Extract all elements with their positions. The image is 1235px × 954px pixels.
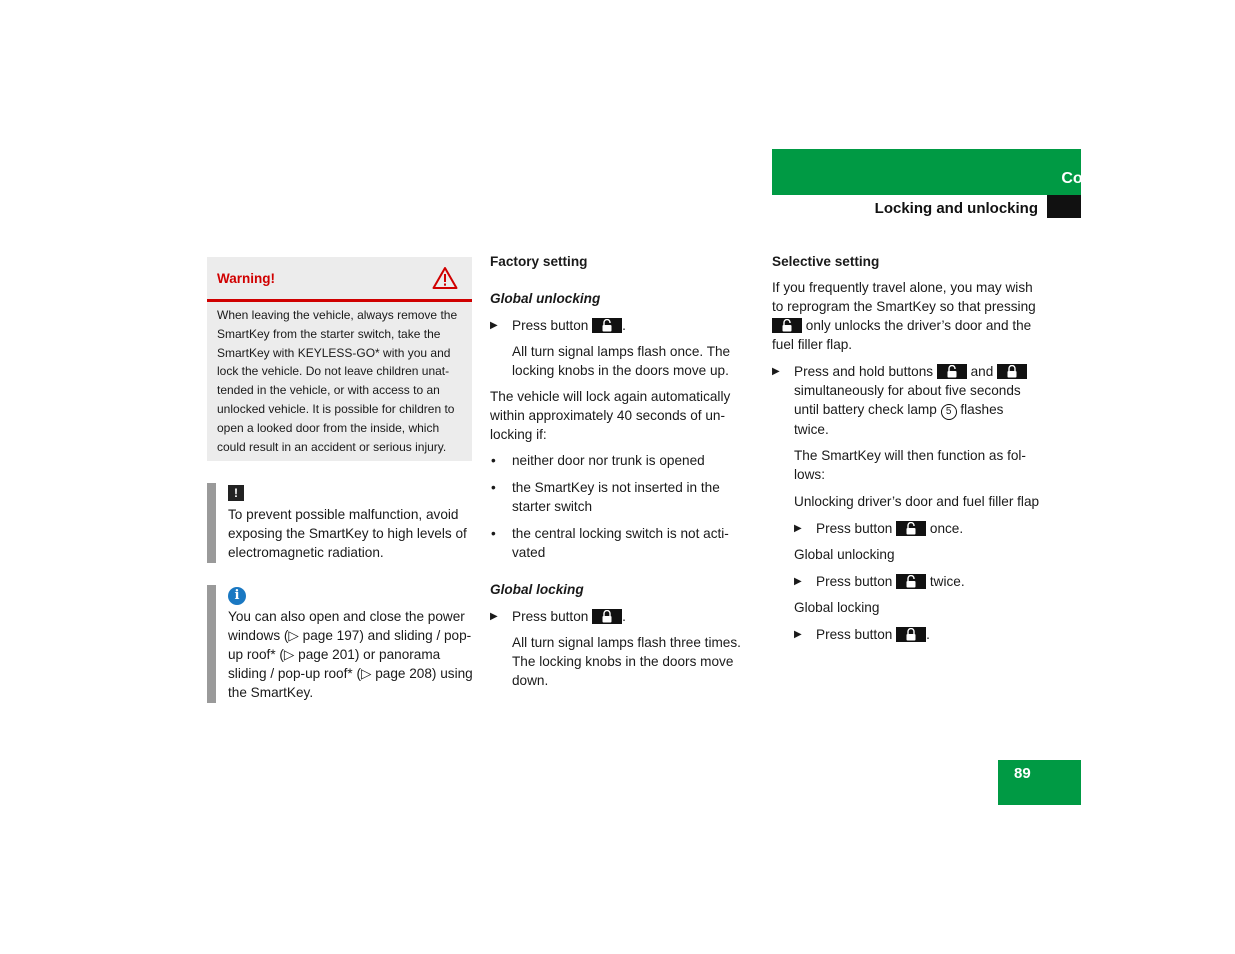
warning-text: When leaving the vehicle, always remove the SmartKey from the starter switch, take the SmartKey with KEYLESS-GO* with you and lock the vehicle. Do not leave children unat-tended in the vehicle, or with access to an unlocked vehicle. It is possible for children to open a looked door from the inside, which could result in an accident or serious injury.	[217, 308, 458, 454]
info-icon: i	[228, 587, 246, 605]
unlock-button-icon	[896, 521, 926, 536]
bullet-item: • the SmartKey is not inserted in the starter switch	[491, 480, 720, 514]
lock-button-icon	[997, 364, 1027, 379]
global-unlocking-heading: Global unlocking	[490, 291, 601, 306]
lock-button-icon	[896, 627, 926, 642]
driver-door-heading: Unlocking driver’s door and fuel filler flap	[794, 494, 1040, 509]
step-arrow-icon: ▶	[794, 629, 802, 640]
page-number: 89	[1014, 765, 1031, 782]
lock-button-icon	[592, 609, 622, 624]
section-title: Controls in detail	[1061, 170, 1192, 187]
unlock-button-icon	[592, 318, 622, 333]
step-arrow-icon: ▶	[490, 611, 498, 622]
warning-label: Warning!	[217, 271, 275, 286]
warning-box	[207, 257, 472, 461]
header-bar	[772, 149, 1081, 195]
press-lock-step: ▶ Press button .	[794, 627, 930, 642]
info-text: You can also open and close the power windows (▷ page 197) and sliding / pop-up roof* (▷ page 201) or panorama sliding / pop-up roof* (▷ page 208) using the SmartKey.	[228, 609, 473, 700]
press-once-step: ▶ Press button once.	[794, 521, 964, 536]
lock-step: ▶ Press button .	[490, 609, 626, 624]
global-locking-heading: Global locking	[490, 582, 584, 597]
unlock-button-icon	[772, 318, 802, 333]
subsection-title: Locking and unlocking	[874, 200, 1038, 217]
unlock-result: All turn signal lamps flash once. The locking knobs in the doors move up.	[512, 344, 731, 378]
unlock-step: ▶ Press button .	[490, 318, 626, 333]
exclamation-icon: !	[228, 485, 244, 501]
unlock-button-icon	[896, 574, 926, 589]
selective-setting-column	[772, 252, 1040, 644]
selective-heading: Selective setting	[772, 254, 880, 269]
unlock-button-icon	[937, 364, 967, 379]
caution-text: To prevent possible malfunction, avoid exposing the SmartKey to high levels of electromagnetic radiation.	[228, 507, 467, 560]
hold-step: ▶ Press and hold buttons and simultaneously for about five seconds until battery check lamp 5 flashes twice.	[772, 362, 1040, 439]
selective-intro: If you frequently travel alone, you may wish to reprogram the SmartKey so that pressing only unlocks the driver’s door and the fuel filler flap.	[772, 280, 1036, 352]
warning-header	[207, 257, 472, 302]
step-arrow-icon: ▶	[772, 366, 780, 377]
press-twice-step: ▶ Press button twice.	[794, 574, 965, 589]
auto-lock-text: The vehicle will lock again automatically within approximately 40 seconds of un-locking if:	[490, 389, 731, 442]
bullet-item: • neither door nor trunk is opened	[491, 453, 705, 468]
bullet-item: • the central locking switch is not acti-vated	[491, 526, 729, 560]
factory-heading: Factory setting	[490, 254, 588, 269]
factory-setting-column	[490, 252, 755, 690]
battery-lamp-number: 5	[941, 404, 957, 420]
lock-result: All turn signal lamps flash three times. The locking knobs in the doors move down.	[512, 635, 741, 688]
global-unlocking-label: Global unlocking	[794, 547, 895, 562]
step-arrow-icon: ▶	[794, 576, 802, 587]
caution-note	[207, 483, 473, 563]
header-marker	[1047, 195, 1081, 218]
then-text: The SmartKey will then function as fol-lows:	[794, 448, 1026, 482]
page-number-box	[998, 760, 1081, 805]
warning-triangle-icon	[432, 266, 458, 290]
step-arrow-icon: ▶	[490, 320, 498, 331]
step-arrow-icon: ▶	[794, 523, 802, 534]
info-note	[207, 585, 473, 703]
global-locking-label: Global locking	[794, 600, 880, 615]
